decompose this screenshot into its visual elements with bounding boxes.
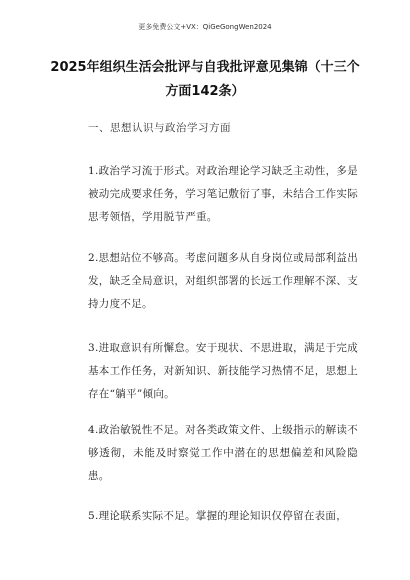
paragraph-3: 3.进取意识有所懈怠。安于现状、不思进取，满足于完成基本工作任务，对新知识、新技能学习热情不足，思想上存在“躺平”倾向。 (88, 342, 358, 400)
header-note: 更多免费公文+VX：QiGeGongWen2024 (138, 23, 272, 31)
paragraph-5: 5.理论联系实际不足。掌握的理论知识仅停留在表面， (88, 510, 348, 522)
paragraph-2: 2.思想站位不够高。考虑问题多从自身岗位或局部利益出发，缺乏全局意识，对组织部署的长远工作理解不深、支持力度不足。 (88, 252, 358, 310)
paragraph-4: 4.政治敏锐性不足。对各类政策文件、上级指示的解读不够透彻，未能及时察觉工作中潜在的思想偏差和风险隐患。 (88, 424, 358, 482)
paragraph-1: 1.政治学习流于形式。对政治理论学习缺乏主动性，多是被动完成要求任务，学习笔记敷衍了事，未结合工作实际思考领悟，学用脱节严重。 (88, 165, 358, 223)
document-title: 2025年组织生活会批评与自我批评意见集锦（十三个方面142条） (50, 60, 360, 99)
section-heading: 一、思想认识与政治学习方面 (88, 122, 231, 134)
